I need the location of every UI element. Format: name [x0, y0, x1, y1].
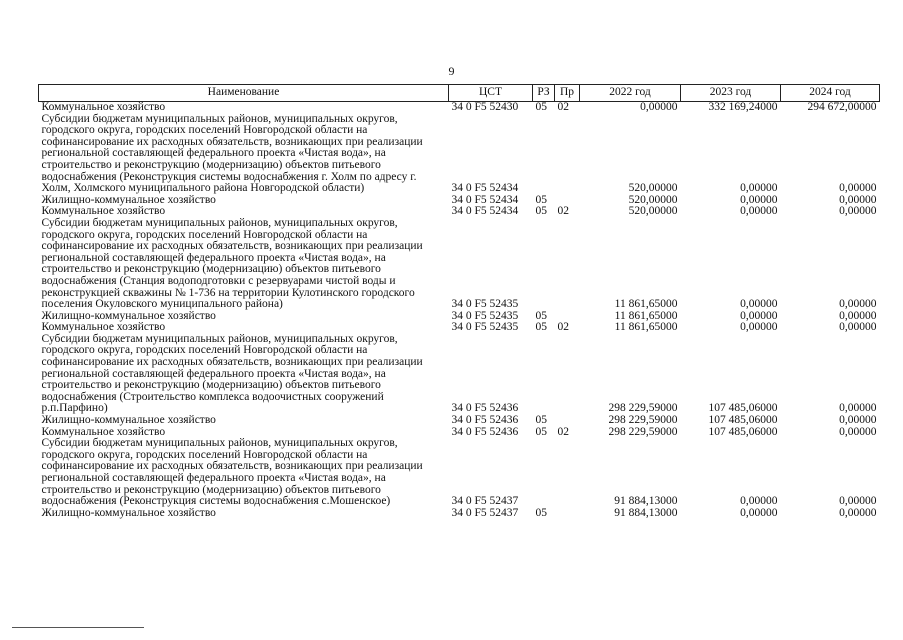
row-cst: 34 0 F5 52434 — [451, 182, 519, 195]
table-row — [39, 114, 880, 195]
row-name: Коммунальное хозяйство — [41, 425, 166, 438]
row-name: Жилищно-коммунальное хозяйство — [41, 414, 216, 427]
table-row — [39, 438, 880, 508]
row-rz: 05 — [535, 414, 547, 427]
row-2024: 0,00000 — [839, 402, 877, 415]
row-2022: 520,00000 — [628, 193, 678, 206]
page-number: 9 — [448, 64, 455, 78]
row-pr — [555, 334, 580, 415]
row-pr: 02 — [557, 321, 569, 334]
header-2024: 2024 год — [781, 85, 880, 102]
header-rz: РЗ — [533, 85, 555, 102]
row-2024: 0,00000 — [839, 495, 877, 508]
table-header-row — [39, 85, 880, 102]
row-2022: 298 229,59000 — [608, 425, 678, 438]
row-rz: 05 — [535, 425, 547, 438]
row-name: Субсидии бюджетам муниципальных районов, муниципальных округов, городского округа, городских поселений Новгородской области на софинансирование их расходных обязательств, возникающих при реализации региональной составляющей федерального проекта «Чистая вода», на строительство и реконструкцию (модернизацию) объектов питьевого водоснабжения (Реконструкция системы водоснабжения г. Холм по адресу г. Холм, Холмского муниципального района Новгородской области) — [41, 112, 423, 195]
header-2022: 2022 год — [580, 85, 681, 102]
row-pr — [555, 438, 580, 508]
row-rz — [533, 114, 555, 195]
header-pr: Пр — [555, 85, 580, 102]
row-2023: 0,00000 — [740, 506, 778, 519]
row-rz: 05 — [535, 101, 547, 113]
row-name: Коммунальное хозяйство — [41, 205, 166, 218]
row-2022: 298 229,59000 — [608, 414, 678, 427]
row-2024: 0,00000 — [839, 506, 877, 519]
table-row — [39, 508, 880, 520]
row-2022: 0,00000 — [640, 101, 678, 113]
row-2023: 0,00000 — [740, 193, 778, 206]
row-pr — [555, 114, 580, 195]
row-2024: 0,00000 — [839, 193, 877, 206]
row-name: Субсидии бюджетам муниципальных районов, муниципальных округов, городского округа, городских поселений Новгородской области на софинансирование их расходных обязательств, возникающих при реализации региональной составляющей федерального проекта «Чистая вода», на строительство и реконструкцию (модернизацию) объектов питьевого водоснабжения (Станция водоподготовки с резервуарами чистой воды и реконструкцией скважины № 1-736 на территории Кулотинского городского поселения Окуловского муниципального района) — [41, 216, 423, 311]
row-cst: 34 0 F5 52435 — [451, 321, 519, 334]
row-2022: 91 884,13000 — [614, 495, 678, 508]
row-pr — [555, 508, 580, 520]
row-2024: 0,00000 — [839, 205, 877, 218]
row-rz: 05 — [535, 193, 547, 206]
row-pr — [555, 415, 580, 427]
row-2023: 107 485,06000 — [708, 414, 778, 427]
row-2024: 0,00000 — [839, 414, 877, 427]
row-2023: 107 485,06000 — [708, 425, 778, 438]
row-2024: 294 672,00000 — [807, 101, 877, 113]
table-body — [39, 102, 880, 520]
footer-divider — [12, 627, 144, 628]
row-cst: 34 0 F5 52436 — [451, 425, 519, 438]
table-row — [39, 334, 880, 415]
row-rz: 05 — [535, 506, 547, 519]
row-2023: 0,00000 — [740, 205, 778, 218]
row-2024: 0,00000 — [839, 298, 877, 311]
row-name: Коммунальное хозяйство — [41, 101, 166, 113]
row-2022: 11 861,65000 — [614, 309, 678, 322]
row-pr: 02 — [557, 205, 569, 218]
header-name: Наименование — [39, 85, 449, 102]
header-cst: ЦСТ — [449, 85, 533, 102]
row-name: Жилищно-коммунальное хозяйство — [41, 506, 216, 519]
table-row — [39, 218, 880, 311]
table-row — [39, 415, 880, 427]
row-name: Субсидии бюджетам муниципальных районов, муниципальных округов, городского округа, городских поселений Новгородской области на софинансирование их расходных обязательств, возникающих при реализации региональной составляющей федерального проекта «Чистая вода», на строительство и реконструкцию (модернизацию) объектов питьевого водоснабжения (Строительство комплекса водоочистных сооружений р.п.Парфино) — [41, 332, 423, 415]
row-cst: 34 0 F5 52434 — [451, 193, 519, 206]
row-2023: 0,00000 — [740, 495, 778, 508]
row-pr — [555, 218, 580, 311]
row-2022: 520,00000 — [628, 182, 678, 195]
row-cst: 34 0 F5 52437 — [451, 495, 519, 508]
row-2023: 332 169,24000 — [708, 101, 778, 113]
row-rz — [533, 438, 555, 508]
row-2022: 520,00000 — [628, 205, 678, 218]
row-name: Коммунальное хозяйство — [41, 321, 166, 334]
row-2023: 0,00000 — [740, 321, 778, 334]
table-row — [39, 102, 880, 114]
row-2024: 0,00000 — [839, 182, 877, 195]
row-name: Жилищно-коммунальное хозяйство — [41, 309, 216, 322]
row-2023: 0,00000 — [740, 182, 778, 195]
row-2023: 107 485,06000 — [708, 402, 778, 415]
row-cst: 34 0 F5 52435 — [451, 309, 519, 322]
row-cst: 34 0 F5 52434 — [451, 205, 519, 218]
budget-table — [38, 84, 880, 519]
row-rz — [533, 334, 555, 415]
row-rz: 05 — [535, 205, 547, 218]
row-2022: 91 884,13000 — [614, 506, 678, 519]
row-2023: 0,00000 — [740, 298, 778, 311]
row-2022: 11 861,65000 — [614, 321, 678, 334]
row-2022: 298 229,59000 — [608, 402, 678, 415]
row-2023: 0,00000 — [740, 309, 778, 322]
row-cst: 34 0 F5 52436 — [451, 402, 519, 415]
row-rz — [533, 218, 555, 311]
row-cst: 34 0 F5 52430 — [451, 101, 519, 113]
header-2023: 2023 год — [681, 85, 781, 102]
row-rz: 05 — [535, 309, 547, 322]
row-name: Жилищно-коммунальное хозяйство — [41, 193, 216, 206]
row-2024: 0,00000 — [839, 309, 877, 322]
row-pr: 02 — [557, 425, 569, 438]
row-name: Субсидии бюджетам муниципальных районов, муниципальных округов, городского округа, городских поселений Новгородской области на софинансирование их расходных обязательств, возникающих при реализации региональной составляющей федерального проекта «Чистая вода», на строительство и реконструкцию (модернизацию) объектов питьевого водоснабжения (Реконструкция системы водоснабжения с.Мошенское) — [41, 437, 423, 508]
row-rz: 05 — [535, 321, 547, 334]
row-2024: 0,00000 — [839, 321, 877, 334]
row-cst: 34 0 F5 52437 — [451, 506, 519, 519]
row-2022: 11 861,65000 — [614, 298, 678, 311]
row-cst: 34 0 F5 52435 — [451, 298, 519, 311]
row-cst: 34 0 F5 52436 — [451, 414, 519, 427]
row-2024: 0,00000 — [839, 425, 877, 438]
row-pr: 02 — [557, 101, 569, 113]
